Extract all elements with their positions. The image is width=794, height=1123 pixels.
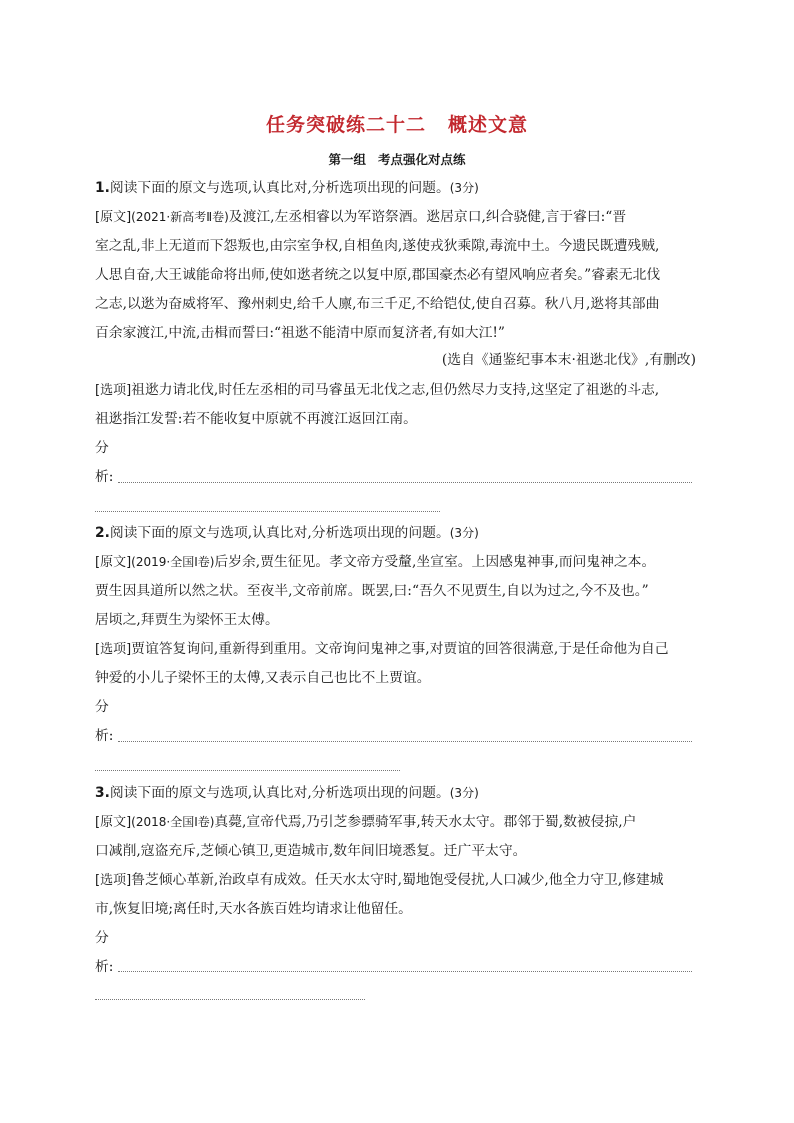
answer-line[interactable] (95, 770, 400, 771)
question-1-citation: (选自《通鉴纪事本末·祖逖北伐》,有删改) (441, 352, 696, 368)
question-2-option-line: 钟爱的小儿子梁怀王的太傅,又表示自己也比不上贾谊。 (95, 670, 431, 686)
original-label: [原文] (95, 815, 132, 830)
question-1-original-line: 之志,以逖为奋威将军、豫州刺史,给千人廪,布三千疋,不给铠仗,使自召募。秋八月,逖将其部曲 (95, 296, 660, 312)
title-main: 任务突破练二十二 (265, 114, 426, 136)
original-source: (2018·全国Ⅰ卷) (131, 815, 215, 829)
question-3-option-line (95, 870, 705, 891)
question-2-original-line: 居顷之,拜贾生为梁怀王太傅。 (95, 612, 279, 628)
question-score: (3分) (449, 181, 479, 195)
question-2-original-line (95, 552, 705, 573)
question-2-original-line: 贾生因具道所以然之状。至夜半,文帝前席。既罢,曰:“吾久不见贾生,自以为过之,今不及也。” (95, 583, 649, 599)
group-name: 第一组 (328, 152, 366, 167)
option-text: 贾谊答复询问,重新得到重用。文帝询问鬼神之事,对贾谊的回答很满意,于是任命他为自己 (131, 641, 669, 657)
question-2-option-line (95, 639, 705, 660)
question-1-original-line (95, 207, 705, 228)
answer-label-bottom: 析: (95, 959, 114, 975)
option-text: 鲁芝倾心革新,治政卓有成效。任天水太守时,蜀地饱受侵扰,人口减少,他全力守卫,修建城 (131, 872, 664, 888)
question-1-option-line (95, 380, 705, 401)
question-score: (3分) (449, 786, 479, 800)
original-text: 后岁余,贾生征见。孝文帝方受釐,坐宣室。上因感鬼神事,而问鬼神之本。 (214, 554, 656, 570)
question-number: 1. (95, 180, 110, 196)
answer-label-bottom: 析: (95, 728, 114, 744)
original-label: [原文] (95, 555, 132, 570)
question-1-prompt (95, 178, 705, 198)
group-desc: 考点强化对点练 (378, 152, 466, 167)
answer-line[interactable] (118, 482, 692, 483)
question-1-original-line: 室之乱,非上无道而下怨叛也,由宗室争权,自相鱼肉,遂使戎狄乘隙,毒流中土。今遗民既遭残贼, (95, 238, 660, 254)
original-source: (2021·新高考Ⅱ卷) (131, 210, 229, 224)
answer-line[interactable] (95, 999, 365, 1000)
question-3-prompt (95, 783, 705, 803)
question-number: 3. (95, 785, 110, 801)
title-topic: 概述文意 (448, 114, 529, 136)
answer-line[interactable] (118, 971, 692, 972)
question-score: (3分) (449, 526, 479, 540)
original-label: [原文] (95, 210, 132, 225)
option-text: 祖逖力请北伐,时任左丞相的司马睿虽无北伐之志,但仍然尽力支持,这坚定了祖逖的斗志, (131, 382, 660, 398)
question-1-original-line: 百余家渡江,中流,击楫而誓曰:“祖逖不能清中原而复济者,有如大江!” (95, 325, 505, 341)
question-1-option-line: 祖逖指江发誓:若不能收复中原就不再渡江返回江南。 (95, 411, 417, 427)
answer-label-top: 分 (95, 930, 109, 946)
question-3-original-line (95, 812, 705, 833)
answer-line[interactable] (95, 511, 440, 512)
original-source: (2019·全国Ⅰ卷) (131, 555, 215, 569)
question-prompt: 阅读下面的原文与选项,认真比对,分析选项出现的问题。 (109, 180, 450, 196)
question-1-original-line: 人思自奋,大王诚能命将出师,使如逖者统之以复中原,郡国豪杰必有望风响应者矣。”睿素无北伐 (95, 267, 661, 283)
question-number: 2. (95, 525, 110, 541)
answer-label-bottom: 析: (95, 469, 114, 485)
answer-line[interactable] (118, 741, 692, 742)
question-prompt: 阅读下面的原文与选项,认真比对,分析选项出现的问题。 (109, 785, 450, 801)
answer-label-top: 分 (95, 440, 109, 456)
question-2-prompt (95, 523, 705, 543)
option-label: [选项] (95, 383, 132, 398)
question-3-original-line: 口减削,寇盗充斥,芝倾心镇卫,更造城市,数年间旧境悉复。迁广平太守。 (95, 843, 527, 859)
original-text: 及渡江,左丞相睿以为军谘祭酒。逖居京口,纠合骁健,言于睿曰:“晋 (228, 209, 627, 225)
answer-label-top: 分 (95, 699, 109, 715)
option-label: [选项] (95, 642, 132, 657)
option-label: [选项] (95, 873, 132, 888)
question-prompt: 阅读下面的原文与选项,认真比对,分析选项出现的问题。 (109, 525, 450, 541)
original-text: 真薨,宣帝代焉,乃引芝参骠骑军事,转天水太守。郡邻于蜀,数被侵掠,户 (214, 814, 637, 830)
question-3-option-line: 市,恢复旧境;离任时,天水各族百姓均请求让他留任。 (95, 901, 412, 917)
page-title (0, 110, 794, 137)
group-heading (0, 150, 794, 168)
